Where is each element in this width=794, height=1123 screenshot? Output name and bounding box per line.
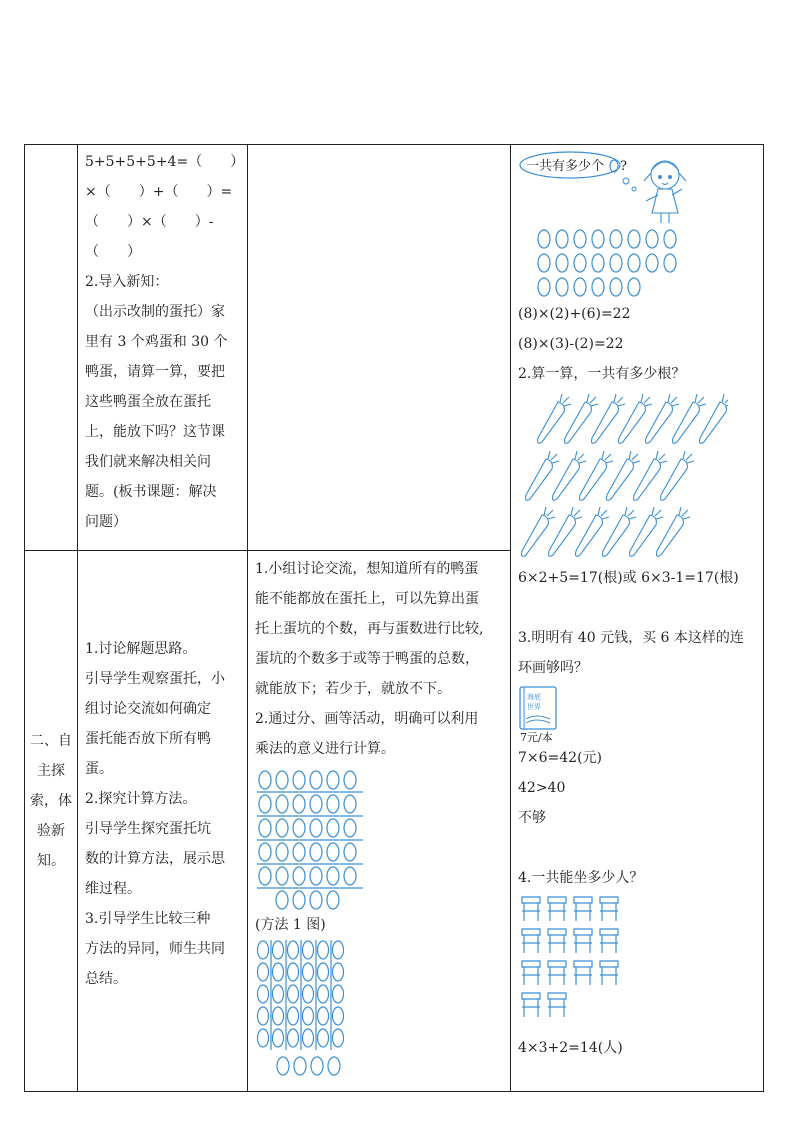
chair-icon (574, 929, 592, 953)
girl-question-illustration (518, 149, 698, 227)
stage-label-line: 二、自 (30, 733, 72, 749)
chair-icon (548, 897, 566, 921)
egg-icon (318, 963, 329, 981)
egg-icon (258, 985, 269, 1003)
book-illustration (518, 685, 578, 743)
egg-icon (592, 254, 604, 272)
egg-icon (288, 963, 299, 981)
stage-cell-empty (25, 145, 78, 551)
text-line: 蛋坑的个数多于或等于鸭蛋的总数， (255, 651, 479, 667)
egg-icon (310, 843, 322, 861)
text-line: 组讨论交流如何确定 (85, 701, 211, 717)
chair-icon (574, 961, 592, 985)
text-line: 这些鸭蛋全放在蛋托 (85, 394, 211, 410)
egg-icon (293, 771, 305, 789)
teacher-activity-cell (78, 551, 248, 1092)
egg-icon (574, 254, 586, 272)
egg-icon (288, 1007, 299, 1025)
text-line: 引导学生探究蛋托坑 (85, 821, 211, 837)
text-line: 总结。 (85, 971, 127, 987)
text-line: 鸭蛋，请算一算，要把 (85, 364, 225, 380)
text-line: 乘法的意义进行计算。 (255, 741, 395, 757)
carrot-icon (661, 451, 695, 500)
equation-line: (8)×(3)-(2)=22 (518, 336, 624, 352)
chair-icon (522, 993, 540, 1017)
text-line: 方法的异同，师生共同 (85, 941, 225, 957)
egg-icon (293, 891, 305, 909)
answer-text: 7×6=42(元) (518, 750, 603, 766)
egg-icon (288, 941, 299, 959)
book-icon (520, 687, 556, 729)
chair-icon (548, 993, 566, 1017)
egg-icon (277, 1057, 289, 1075)
carrot-icon (700, 394, 729, 443)
egg-icon (646, 254, 658, 272)
egg-icon (303, 963, 314, 981)
egg-icon (318, 941, 329, 959)
text-line: 里有 3 个鸡蛋和 30 个 (85, 334, 228, 350)
egg-icon (592, 278, 604, 296)
text-line: 2.通过分、画等活动，明确可以利用 (255, 711, 479, 727)
egg-icon (344, 819, 356, 837)
egg-icon (556, 254, 568, 272)
text-line: 3.引导学生比较三种 (85, 911, 211, 927)
girl-icon (644, 161, 686, 223)
text-line: 维过程。 (85, 881, 141, 897)
chair-icon (574, 897, 592, 921)
egg-icon (610, 160, 618, 172)
egg-icon (318, 1007, 329, 1025)
egg-icon (276, 891, 288, 909)
text-line: 数的计算方法，展示思 (85, 851, 225, 867)
chair-icon (600, 961, 618, 985)
egg-icon (318, 1029, 329, 1047)
egg-icon (333, 941, 344, 959)
text-line: （出示改制的蛋托）家 (85, 304, 225, 320)
chair-icon (522, 961, 540, 985)
egg-icon (327, 891, 339, 909)
egg-icon (310, 819, 322, 837)
egg-icon (288, 985, 299, 1003)
stage-label-line: 索，体 (30, 793, 72, 809)
egg-icon (293, 867, 305, 885)
stage-label-line: 主探 (37, 763, 65, 779)
egg-icon (303, 1007, 314, 1025)
egg-icon (311, 1057, 323, 1075)
egg-icon (293, 795, 305, 813)
svg-text:?: ? (620, 159, 627, 174)
egg-icon (294, 1057, 306, 1075)
question-text: 4.一共能坐多少人？ (518, 870, 644, 886)
egg-icon (273, 1007, 284, 1025)
egg-icon (327, 795, 339, 813)
question-text: 2.算一算，一共有多少根？ (518, 366, 686, 382)
egg-icon (293, 843, 305, 861)
egg-icon (303, 941, 314, 959)
price-label: 7元/本 (520, 731, 553, 743)
egg-icon (628, 254, 640, 272)
egg-icon (344, 795, 356, 813)
carrot-icon (657, 507, 691, 556)
egg-icon (276, 843, 288, 861)
egg-icon (344, 771, 356, 789)
egg-icon (610, 230, 622, 248)
egg-icon (610, 254, 622, 272)
answer-text: 6×2+5=17(根)或 6×3-1=17(根) (518, 570, 739, 586)
answer-text: 4×3+2=14(人) (518, 1040, 623, 1056)
question-text: 环画够吗？ (518, 660, 588, 676)
figure-caption: (方法 1 图) (255, 917, 326, 933)
egg-icon (310, 891, 322, 909)
egg-icon (318, 985, 329, 1003)
egg-icon (327, 843, 339, 861)
egg-icon (310, 795, 322, 813)
egg-icon (646, 230, 658, 248)
chair-icon (600, 897, 618, 921)
egg-icon (664, 254, 676, 272)
egg-icon (327, 819, 339, 837)
chair-icon (522, 929, 540, 953)
egg-icon (333, 963, 344, 981)
carrot-illustration (518, 389, 728, 559)
equation-line: ×（ ）+（ ）= (85, 184, 233, 200)
egg-icon (574, 278, 586, 296)
egg-icon (327, 771, 339, 789)
svg-text:海底: 海底 (527, 693, 541, 701)
equation-line: (8)×(2)+(6)=22 (518, 306, 631, 322)
egg-icon (258, 963, 269, 981)
text-line: 就能放下；若少于，就放不下。 (255, 681, 451, 697)
egg-icon (556, 278, 568, 296)
text-line: 引导学生观察蛋托，小 (85, 671, 225, 687)
egg-icon (288, 1029, 299, 1047)
chair-icon (548, 961, 566, 985)
table-row-intro (25, 145, 764, 551)
egg-icon (259, 795, 271, 813)
answer-text: 42>40 (518, 780, 566, 796)
answer-text: 不够 (518, 810, 546, 826)
egg-icon (610, 278, 622, 296)
egg-icon (303, 985, 314, 1003)
egg-icon (258, 941, 269, 959)
stage-label-line: 验新 (37, 823, 65, 839)
lesson-plan-table (24, 144, 764, 1092)
egg-tray-columns-illustration (255, 940, 355, 1080)
chairs-illustration (518, 893, 628, 1033)
egg-icon (592, 230, 604, 248)
egg-icon (259, 843, 271, 861)
egg-icon (310, 771, 322, 789)
egg-icon (664, 230, 676, 248)
egg-icon (538, 278, 550, 296)
egg-icon (327, 867, 339, 885)
text-line: 能不能都放在蛋托上，可以先算出蛋 (255, 591, 479, 607)
text-line: 托上蛋坑的个数，再与蛋数进行比较, (255, 621, 484, 637)
stage-label-line: 知。 (37, 853, 65, 869)
section-heading: 2.导入新知： (85, 274, 169, 290)
egg-icon (333, 1029, 344, 1047)
egg-icon (628, 230, 640, 248)
egg-icon (258, 1029, 269, 1047)
egg-icon (276, 867, 288, 885)
text-line: 我们就来解决相关问 (85, 454, 211, 470)
egg-icon (258, 1007, 269, 1025)
bubble-text: 一共有多少个 (526, 159, 605, 174)
text-line: 1.小组讨论交流，想知道所有的鸭蛋 (255, 561, 479, 577)
egg-icon (328, 1057, 340, 1075)
egg-icon (273, 1029, 284, 1047)
text-line: 1.讨论解题思路。 (85, 641, 197, 657)
egg-tray-rows-illustration (255, 770, 375, 910)
equation-line: 5+5+5+5+4=（ ） (85, 154, 245, 170)
equation-line: （ ）×（ ）- (85, 214, 214, 230)
egg-icon (310, 867, 322, 885)
egg-grid-illustration (518, 227, 698, 297)
stage-cell (25, 551, 78, 1092)
svg-text:世界: 世界 (527, 703, 541, 711)
egg-icon (628, 278, 640, 296)
question-text: 3.明明有 40 元钱，买 6 本这样的连 (518, 630, 744, 646)
egg-icon (556, 230, 568, 248)
practice-cell (511, 145, 764, 1092)
text-line: 问题） (85, 514, 127, 530)
text-line: 蛋托能否放下所有鸭 (85, 731, 211, 747)
egg-icon (273, 963, 284, 981)
chair-icon (600, 929, 618, 953)
egg-icon (259, 867, 271, 885)
egg-icon (273, 941, 284, 959)
egg-icon (259, 819, 271, 837)
egg-icon (344, 867, 356, 885)
intro-design-cell-empty (248, 145, 511, 551)
text-line: 上，能放下吗？这节课 (85, 424, 225, 440)
egg-icon (303, 1029, 314, 1047)
chair-icon (522, 897, 540, 921)
egg-icon (344, 843, 356, 861)
egg-icon (259, 771, 271, 789)
egg-icon (276, 771, 288, 789)
egg-icon (574, 230, 586, 248)
text-line: 题。(板书课题：解决 (85, 484, 217, 500)
egg-icon (538, 230, 550, 248)
equation-line: （ ） (85, 244, 141, 260)
egg-icon (273, 985, 284, 1003)
egg-icon (333, 985, 344, 1003)
student-activity-cell (248, 551, 511, 1092)
text-line: 蛋。 (85, 761, 113, 777)
chair-icon (548, 929, 566, 953)
intro-activity-cell (78, 145, 248, 551)
egg-icon (293, 819, 305, 837)
text-line: 2.探究计算方法。 (85, 791, 197, 807)
egg-icon (276, 795, 288, 813)
egg-icon (333, 1007, 344, 1025)
egg-icon (276, 819, 288, 837)
egg-icon (538, 254, 550, 272)
